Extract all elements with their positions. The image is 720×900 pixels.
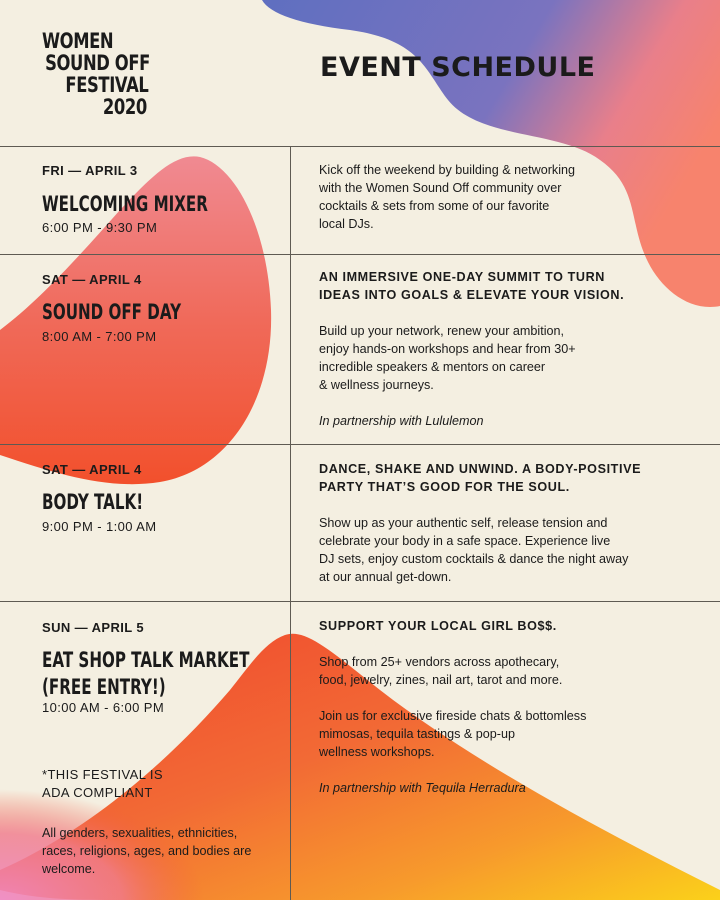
description-line: with the Women Sound Off community over [319,181,562,195]
description-line: Show up as your authentic self, release tension and [319,516,608,530]
festival-logo [42,30,150,118]
description-line: & wellness journeys. [319,378,434,392]
row-divider [0,254,720,255]
event-name: EAT SHOP TALK MARKET [42,648,250,672]
event-headline: PARTY THAT’S GOOD FOR THE SOUL. [319,480,570,494]
event-description [319,617,709,797]
partner-credit: In partnership with Lululemon [319,414,484,428]
row-divider [0,601,720,602]
event-day: SAT — APRIL 4 [42,272,142,287]
description-line: Join us for exclusive fireside chats & bottomless [319,709,587,723]
welcome-line: races, religions, ages, and bodies are [42,844,252,858]
event-name-subtitle: (FREE ENTRY!) [42,675,166,699]
row-divider [0,444,720,445]
description-line: at our annual get-down. [319,570,452,584]
description-line: mimosas, tequila tastings & pop-up [319,727,516,741]
event-name: BODY TALK! [42,490,144,514]
description-line: incredible speakers & mentors on career [319,360,546,374]
logo-line: 2020 [102,95,147,119]
event-description [319,268,709,430]
description-line: Kick off the weekend by building & networking [319,163,575,177]
event-time: 6:00 PM - 9:30 PM [42,220,158,235]
logo-line: SOUND OFF [45,51,150,75]
page-title: EVENT SCHEDULE [320,52,596,83]
event-headline: IDEAS INTO GOALS & ELEVATE YOUR VISION. [319,288,625,302]
event-description [319,460,709,586]
event-description [319,161,709,233]
description-line: celebrate your body in a safe space. Experience live [319,534,611,548]
description-line: Build up your network, renew your ambition, [319,324,565,338]
event-day: SUN — APRIL 5 [42,620,144,635]
description-line: local DJs. [319,217,374,231]
event-time: 10:00 AM - 6:00 PM [42,700,165,715]
event-day: FRI — APRIL 3 [42,163,138,178]
description-line: enjoy hands-on workshops and hear from 30+ [319,342,576,356]
event-headline: AN IMMERSIVE ONE-DAY SUMMIT TO TURN [319,270,605,284]
description-line: Shop from 25+ vendors across apothecary, [319,655,560,669]
row-divider [0,146,720,147]
event-headline: SUPPORT YOUR LOCAL GIRL BO$$. [319,619,557,633]
ada-line: ADA COMPLIANT [42,785,153,800]
ada-line: *THIS FESTIVAL IS [42,767,163,782]
description-line: DJ sets, enjoy custom cocktails & dance the night away [319,552,629,566]
logo-line: WOMEN [42,29,114,53]
event-name: WELCOMING MIXER [42,192,208,216]
event-day: SAT — APRIL 4 [42,462,142,477]
inclusivity-statement [42,824,251,878]
event-time: 8:00 AM - 7:00 PM [42,329,157,344]
event-time: 9:00 PM - 1:00 AM [42,519,157,534]
logo-line: FESTIVAL [65,73,149,97]
partner-credit: In partnership with Tequila Herradura [319,781,526,795]
event-name: SOUND OFF DAY [42,300,182,324]
welcome-line: All genders, sexualities, ethnicities, [42,826,238,840]
welcome-line: welcome. [42,862,96,876]
column-divider [290,146,291,900]
ada-notice [42,766,163,802]
description-line: cocktails & sets from some of our favorite [319,199,550,213]
event-headline: DANCE, SHAKE AND UNWIND. A BODY-POSITIVE [319,462,642,476]
description-line: food, jewelry, zines, nail art, tarot and more. [319,673,563,687]
description-line: wellness workshops. [319,745,435,759]
